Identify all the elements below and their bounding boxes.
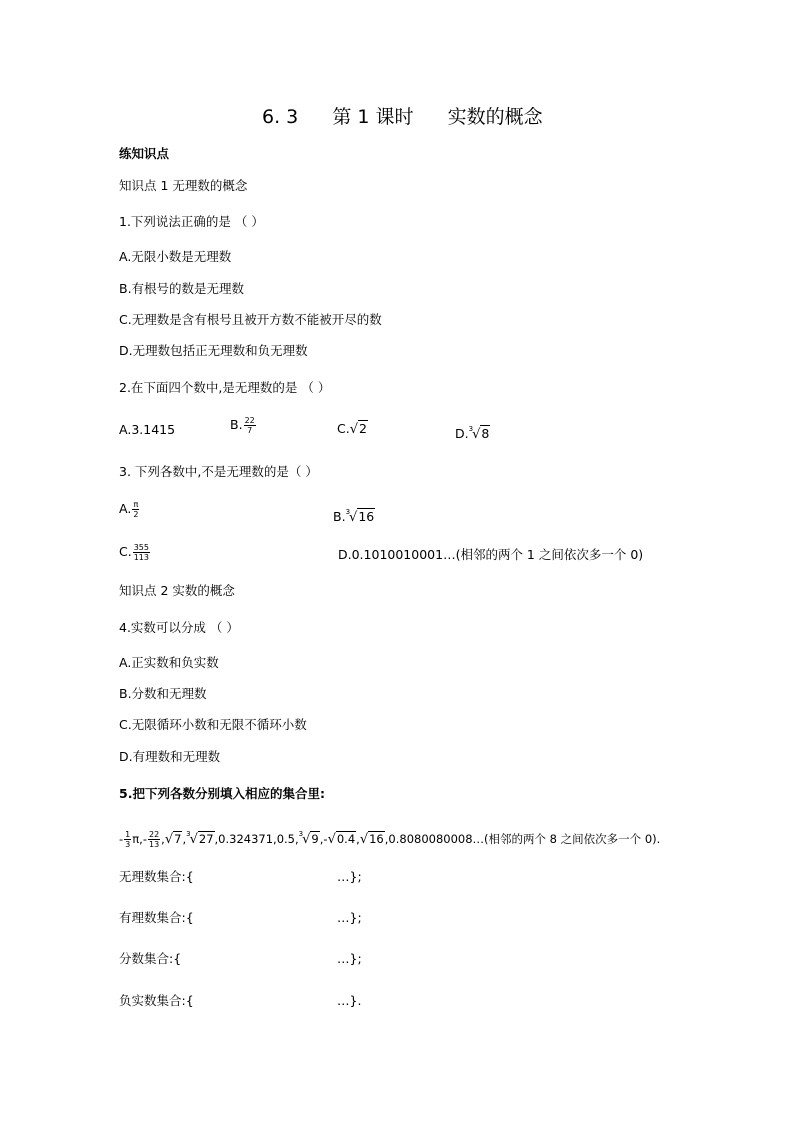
q3-option-b: B.$^3$√16 (333, 504, 375, 526)
square-root: √2 (349, 421, 367, 437)
set-rational: 有理数集合:{ …}; (119, 910, 362, 925)
q3-option-a: A. $\frac{\pi}{2}$ (119, 500, 139, 519)
q4-option-b: B.分数和无理数 (119, 686, 207, 701)
q2-option-d: D.$^3$√8 (455, 421, 490, 443)
square-root: √0.4 (327, 832, 356, 847)
q4-option-c: C.无限循环小数和无限不循环小数 (119, 717, 307, 732)
q3-stem: 3. 下列各数中,不是无理数的是（ ） (119, 464, 318, 479)
fraction: $\frac{1}{3}$ (125, 830, 131, 849)
knowledge-point-1: 知识点 1 无理数的概念 (119, 178, 248, 193)
q1-option-a: A.无限小数是无理数 (119, 249, 232, 264)
set-irrational: 无理数集合:{ …}; (119, 869, 362, 884)
q3-option-d: D.0.1010010001…(相邻的两个 1 之间依次多一个 0) (338, 547, 644, 562)
section-number: 6. 3 (262, 106, 299, 128)
lesson-label: 第 1 课时 (332, 106, 414, 128)
q2-option-c: C.√2 (337, 421, 367, 437)
cube-root: $^3$√8 (468, 425, 490, 442)
section-header: 练知识点 (119, 146, 170, 161)
q4-option-d: D.有理数和无理数 (119, 749, 221, 764)
square-root: √16 (359, 832, 384, 847)
fraction: $\frac{\pi}{2}$ (133, 500, 139, 519)
q5-number-list: - $\frac{1}{3}$ π,- $\frac{22}{13}$ ,√7,$^3$√27,0.324371,0.5,$^3$√9,-√0.4,√16,0.8080080008…(相邻的两个 8 之间依次多一个 0). (119, 826, 660, 849)
square-root: √7 (164, 832, 182, 847)
q4-stem: 4.实数可以分成 （ ） (119, 620, 239, 635)
q1-option-c: C.无理数是含有根号且被开方数不能被开尽的数 (119, 312, 382, 327)
set-negative-real: 负实数集合:{ …}. (119, 993, 362, 1008)
q5-stem: 5.把下列各数分别填入相应的集合里: (119, 786, 325, 801)
page-title (262, 104, 543, 130)
cube-root: $^3$√9 (298, 830, 319, 847)
knowledge-point-2: 知识点 2 实数的概念 (119, 583, 235, 598)
cube-root: $^3$√27 (186, 830, 214, 847)
cube-root: $^3$√16 (345, 508, 375, 525)
topic-label: 实数的概念 (447, 106, 543, 128)
q2-stem: 2.在下面四个数中,是无理数的是 （ ） (119, 380, 331, 395)
q2-option-a: A.3.1415 (119, 422, 176, 437)
q1-option-b: B.有根号的数是无理数 (119, 281, 245, 296)
fraction: $\frac{22}{7}$ (244, 416, 255, 435)
q3-option-c: C. $\frac{355}{113}$ (119, 543, 149, 562)
fraction: $\frac{355}{113}$ (133, 543, 149, 562)
q2-option-b: B. $\frac{22}{7}$ (230, 416, 255, 435)
fraction: $\frac{22}{13}$ (148, 830, 160, 849)
set-fraction: 分数集合:{ …}; (119, 951, 362, 966)
q1-option-d: D.无理数包括正无理数和负无理数 (119, 343, 308, 358)
q4-option-a: A.正实数和负实数 (119, 655, 219, 670)
q1-stem: 1.下列说法正确的是 （ ） (119, 214, 264, 229)
